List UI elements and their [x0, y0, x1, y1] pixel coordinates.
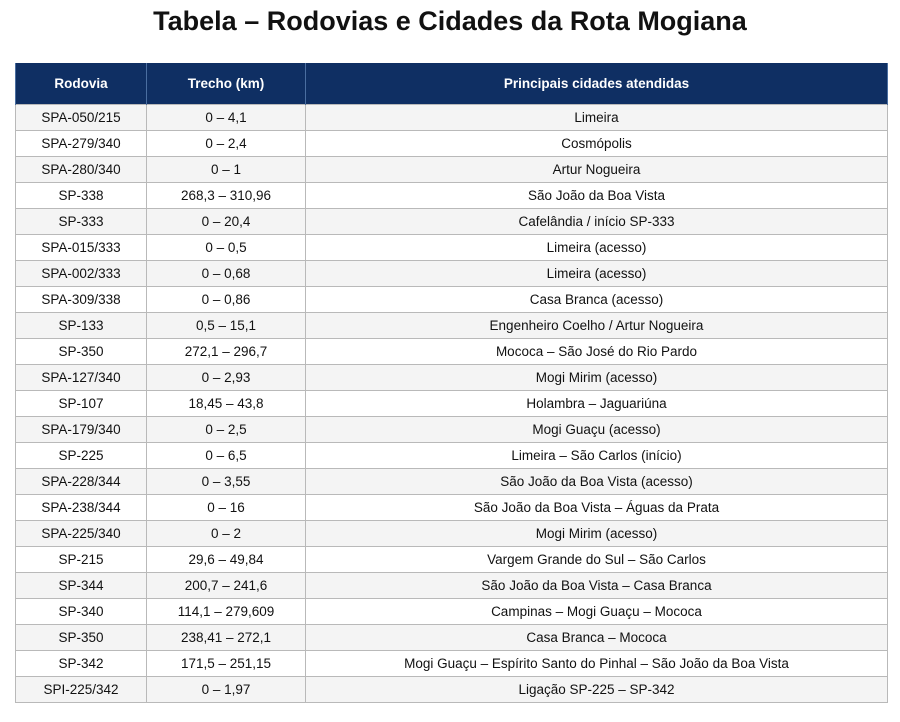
cell-rodovia: SPA-280/340 [16, 157, 147, 183]
cell-trecho: 0 – 2,4 [147, 131, 306, 157]
cell-rodovia: SPA-002/333 [16, 261, 147, 287]
cell-cidades: Limeira (acesso) [306, 235, 888, 261]
cell-cidades: Limeira [306, 105, 888, 131]
cell-trecho: 0 – 2,5 [147, 417, 306, 443]
table-row [16, 495, 888, 521]
column-header-cidades: Principais cidades atendidas [306, 63, 888, 105]
table-row [16, 443, 888, 469]
column-header-trecho: Trecho (km) [147, 63, 306, 105]
cell-trecho: 0 – 2 [147, 521, 306, 547]
cell-rodovia: SP-215 [16, 547, 147, 573]
table-row [16, 677, 888, 703]
table-header [16, 63, 888, 105]
table-row [16, 157, 888, 183]
cell-trecho: 0 – 0,86 [147, 287, 306, 313]
cell-cidades: Limeira (acesso) [306, 261, 888, 287]
cell-trecho: 0,5 – 15,1 [147, 313, 306, 339]
table-row [16, 469, 888, 495]
table-row [16, 287, 888, 313]
cell-trecho: 29,6 – 49,84 [147, 547, 306, 573]
table-body [16, 105, 888, 703]
cell-rodovia: SP-333 [16, 209, 147, 235]
cell-rodovia: SP-350 [16, 339, 147, 365]
cell-trecho: 114,1 – 279,609 [147, 599, 306, 625]
cell-trecho: 0 – 1 [147, 157, 306, 183]
cell-trecho: 0 – 0,68 [147, 261, 306, 287]
table-row [16, 573, 888, 599]
table-row [16, 339, 888, 365]
table-row [16, 651, 888, 677]
cell-trecho: 0 – 20,4 [147, 209, 306, 235]
header-row [16, 63, 888, 105]
cell-trecho: 0 – 2,93 [147, 365, 306, 391]
cell-rodovia: SPA-279/340 [16, 131, 147, 157]
cell-trecho: 272,1 – 296,7 [147, 339, 306, 365]
cell-cidades: Mogi Guaçu – Espírito Santo do Pinhal – São João da Boa Vista [306, 651, 888, 677]
cell-rodovia: SPA-238/344 [16, 495, 147, 521]
cell-rodovia: SP-107 [16, 391, 147, 417]
cell-trecho: 0 – 16 [147, 495, 306, 521]
cell-cidades: Casa Branca – Mococa [306, 625, 888, 651]
cell-rodovia: SPA-127/340 [16, 365, 147, 391]
cell-rodovia: SPA-228/344 [16, 469, 147, 495]
cell-rodovia: SPA-050/215 [16, 105, 147, 131]
cell-trecho: 238,41 – 272,1 [147, 625, 306, 651]
cell-cidades: Vargem Grande do Sul – São Carlos [306, 547, 888, 573]
table-row [16, 105, 888, 131]
cell-rodovia: SPA-179/340 [16, 417, 147, 443]
cell-rodovia: SP-340 [16, 599, 147, 625]
cell-cidades: Holambra – Jaguariúna [306, 391, 888, 417]
cell-trecho: 200,7 – 241,6 [147, 573, 306, 599]
cell-rodovia: SP-350 [16, 625, 147, 651]
table-row [16, 521, 888, 547]
cell-cidades: Artur Nogueira [306, 157, 888, 183]
cell-rodovia: SPA-015/333 [16, 235, 147, 261]
cell-cidades: Casa Branca (acesso) [306, 287, 888, 313]
cell-rodovia: SP-338 [16, 183, 147, 209]
cell-cidades: São João da Boa Vista – Águas da Prata [306, 495, 888, 521]
cell-cidades: Mococa – São José do Rio Pardo [306, 339, 888, 365]
routes-table [15, 63, 888, 703]
cell-cidades: Cosmópolis [306, 131, 888, 157]
table-row [16, 625, 888, 651]
cell-cidades: Cafelândia / início SP-333 [306, 209, 888, 235]
cell-cidades: Mogi Mirim (acesso) [306, 521, 888, 547]
cell-cidades: Mogi Guaçu (acesso) [306, 417, 888, 443]
cell-cidades: São João da Boa Vista – Casa Branca [306, 573, 888, 599]
column-header-rodovia: Rodovia [16, 63, 147, 105]
table-row [16, 365, 888, 391]
cell-cidades: Ligação SP-225 – SP-342 [306, 677, 888, 703]
table-row [16, 313, 888, 339]
cell-rodovia: SP-344 [16, 573, 147, 599]
table-row [16, 391, 888, 417]
cell-rodovia: SP-342 [16, 651, 147, 677]
cell-rodovia: SPI-225/342 [16, 677, 147, 703]
cell-trecho: 0 – 6,5 [147, 443, 306, 469]
cell-trecho: 0 – 0,5 [147, 235, 306, 261]
table-row [16, 235, 888, 261]
cell-cidades: Campinas – Mogi Guaçu – Mococa [306, 599, 888, 625]
cell-trecho: 0 – 1,97 [147, 677, 306, 703]
cell-cidades: São João da Boa Vista (acesso) [306, 469, 888, 495]
table-row [16, 261, 888, 287]
cell-cidades: São João da Boa Vista [306, 183, 888, 209]
cell-cidades: Engenheiro Coelho / Artur Nogueira [306, 313, 888, 339]
page-title: Tabela – Rodovias e Cidades da Rota Mogiana [153, 6, 747, 36]
cell-trecho: 0 – 4,1 [147, 105, 306, 131]
cell-rodovia: SPA-225/340 [16, 521, 147, 547]
table-row [16, 599, 888, 625]
cell-trecho: 171,5 – 251,15 [147, 651, 306, 677]
table-row [16, 547, 888, 573]
cell-rodovia: SP-133 [16, 313, 147, 339]
cell-cidades: Limeira – São Carlos (início) [306, 443, 888, 469]
cell-rodovia: SPA-309/338 [16, 287, 147, 313]
cell-rodovia: SP-225 [16, 443, 147, 469]
table-row [16, 209, 888, 235]
cell-trecho: 0 – 3,55 [147, 469, 306, 495]
table-row [16, 417, 888, 443]
table-row [16, 183, 888, 209]
cell-trecho: 268,3 – 310,96 [147, 183, 306, 209]
cell-cidades: Mogi Mirim (acesso) [306, 365, 888, 391]
table-row [16, 131, 888, 157]
cell-trecho: 18,45 – 43,8 [147, 391, 306, 417]
